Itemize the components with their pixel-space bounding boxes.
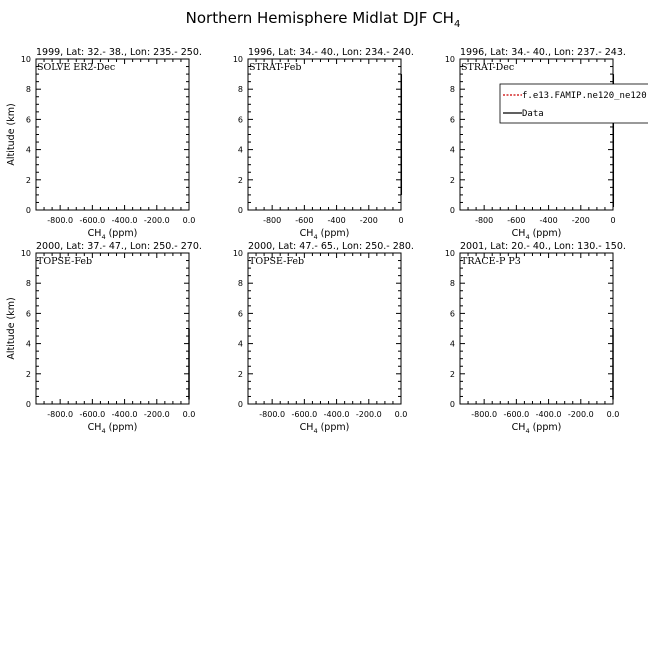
x-tick-label: -600.0 xyxy=(79,410,106,419)
x-tick-label: -200.0 xyxy=(567,410,594,419)
panel-title: 1996, Lat: 34.- 40., Lon: 237.- 243. xyxy=(460,47,626,58)
x-tick-label: -400.0 xyxy=(535,410,562,419)
x-tick-label: -800.0 xyxy=(471,410,498,419)
y-tick-label: 10 xyxy=(20,55,31,64)
x-tick-label: -200.0 xyxy=(143,410,170,419)
x-tick-label: 0.0 xyxy=(606,410,620,419)
y-tick-label: 2 xyxy=(449,175,455,185)
y-tick-label: 10 xyxy=(20,249,31,258)
x-tick-label: -600 xyxy=(507,216,526,225)
y-tick-label: 8 xyxy=(449,279,455,289)
panel-title: 2000, Lat: 47.- 65., Lon: 250.- 280. xyxy=(248,241,414,252)
x-tick-label: -400.0 xyxy=(111,216,138,225)
y-tick-label: 8 xyxy=(25,85,31,95)
x-tick-label: -600.0 xyxy=(291,410,318,419)
panel-title: 2001, Lat: 20.- 40., Lon: 130.- 150. xyxy=(460,241,626,252)
x-tick-label: -200.0 xyxy=(143,216,170,225)
panel-annotation: STRAT-Dec xyxy=(461,62,515,73)
x-axis-label: $CH_4$ (ppm) xyxy=(511,228,562,241)
x-tick-label: -400 xyxy=(327,216,346,225)
legend-entry-label: f.e13.FAMIP.ne120_ne120 xyxy=(522,91,647,101)
x-tick-label: -400 xyxy=(539,216,558,225)
panel-annotation: STRAT-Feb xyxy=(249,62,302,73)
x-tick-label: -400.0 xyxy=(323,410,350,419)
y-tick-label: 6 xyxy=(237,115,243,125)
x-axis-label: $CH_4$ (ppm) xyxy=(87,228,138,241)
y-tick-label: 6 xyxy=(449,115,455,125)
y-tick-label: 4 xyxy=(25,145,31,155)
x-tick-label: -400.0 xyxy=(111,410,138,419)
y-tick-label: 10 xyxy=(444,55,455,64)
x-tick-label: -800.0 xyxy=(47,410,74,419)
y-tick-label: 4 xyxy=(237,145,243,155)
panel-annotation: TOPSE-Feb xyxy=(249,256,305,267)
y-tick-label: 4 xyxy=(449,339,455,349)
x-tick-label: -200.0 xyxy=(355,410,382,419)
y-tick-label: 0 xyxy=(25,400,31,409)
panel-annotation: TOPSE-Feb xyxy=(37,256,93,267)
x-axis-label: $CH_4$ (ppm) xyxy=(511,422,562,435)
y-tick-label: 4 xyxy=(449,145,455,155)
y-tick-label: 6 xyxy=(449,309,455,319)
panel-annotation: TRACE-P P3 xyxy=(461,256,521,267)
y-tick-label: 10 xyxy=(232,249,243,258)
x-tick-label: -200 xyxy=(571,216,590,225)
y-tick-label: 2 xyxy=(237,175,243,185)
y-tick-label: 10 xyxy=(444,249,455,258)
panel-title: 1996, Lat: 34.- 40., Lon: 234.- 240. xyxy=(248,47,414,58)
x-tick-label: -600.0 xyxy=(79,216,106,225)
x-tick-label: -800.0 xyxy=(47,216,74,225)
x-axis-label: $CH_4$ (ppm) xyxy=(299,228,350,241)
y-tick-label: 2 xyxy=(25,369,31,379)
y-tick-label: 8 xyxy=(237,279,243,289)
x-tick-label: 0 xyxy=(398,216,404,225)
y-tick-label: 8 xyxy=(25,279,31,289)
y-tick-label: 2 xyxy=(449,369,455,379)
x-tick-label: 0.0 xyxy=(182,410,196,419)
x-axis-label: $CH_4$ (ppm) xyxy=(299,422,350,435)
figure-title: Northern Hemisphere Midlat DJF $CH_4$ xyxy=(185,9,461,30)
legend-entry-label: Data xyxy=(522,109,544,119)
y-tick-label: 10 xyxy=(232,55,243,64)
y-tick-label: 2 xyxy=(25,175,31,185)
panel-title: 1999, Lat: 32.- 38., Lon: 235.- 250. xyxy=(36,47,202,58)
x-tick-label: 0.0 xyxy=(182,216,196,225)
y-axis-label: Altitude (km) xyxy=(6,103,17,166)
y-tick-label: 8 xyxy=(237,85,243,95)
x-tick-label: 0.0 xyxy=(394,410,408,419)
y-tick-label: 6 xyxy=(237,309,243,319)
x-tick-label: 0 xyxy=(610,216,616,225)
x-tick-label: -800.0 xyxy=(259,410,286,419)
x-tick-label: -600.0 xyxy=(503,410,530,419)
y-tick-label: 4 xyxy=(237,339,243,349)
x-tick-label: -600 xyxy=(295,216,314,225)
figure-title-subscript: 4 xyxy=(453,19,461,30)
x-tick-label: -800 xyxy=(475,216,494,225)
y-tick-label: 0 xyxy=(237,400,243,409)
y-tick-label: 6 xyxy=(25,115,31,125)
y-tick-label: 0 xyxy=(449,400,455,409)
y-tick-label: 0 xyxy=(449,206,455,215)
x-axis-label: $CH_4$ (ppm) xyxy=(87,422,138,435)
y-tick-label: 8 xyxy=(449,85,455,95)
y-axis-label: Altitude (km) xyxy=(6,297,17,360)
panel-annotation: SOLVE ER2-Dec xyxy=(37,62,116,73)
panel-title: 2000, Lat: 37.- 47., Lon: 250.- 270. xyxy=(36,241,202,252)
x-tick-label: -200 xyxy=(359,216,378,225)
y-tick-label: 0 xyxy=(25,206,31,215)
x-tick-label: -800 xyxy=(263,216,282,225)
y-tick-label: 6 xyxy=(25,309,31,319)
y-tick-label: 0 xyxy=(237,206,243,215)
y-tick-label: 2 xyxy=(237,369,243,379)
y-tick-label: 4 xyxy=(25,339,31,349)
